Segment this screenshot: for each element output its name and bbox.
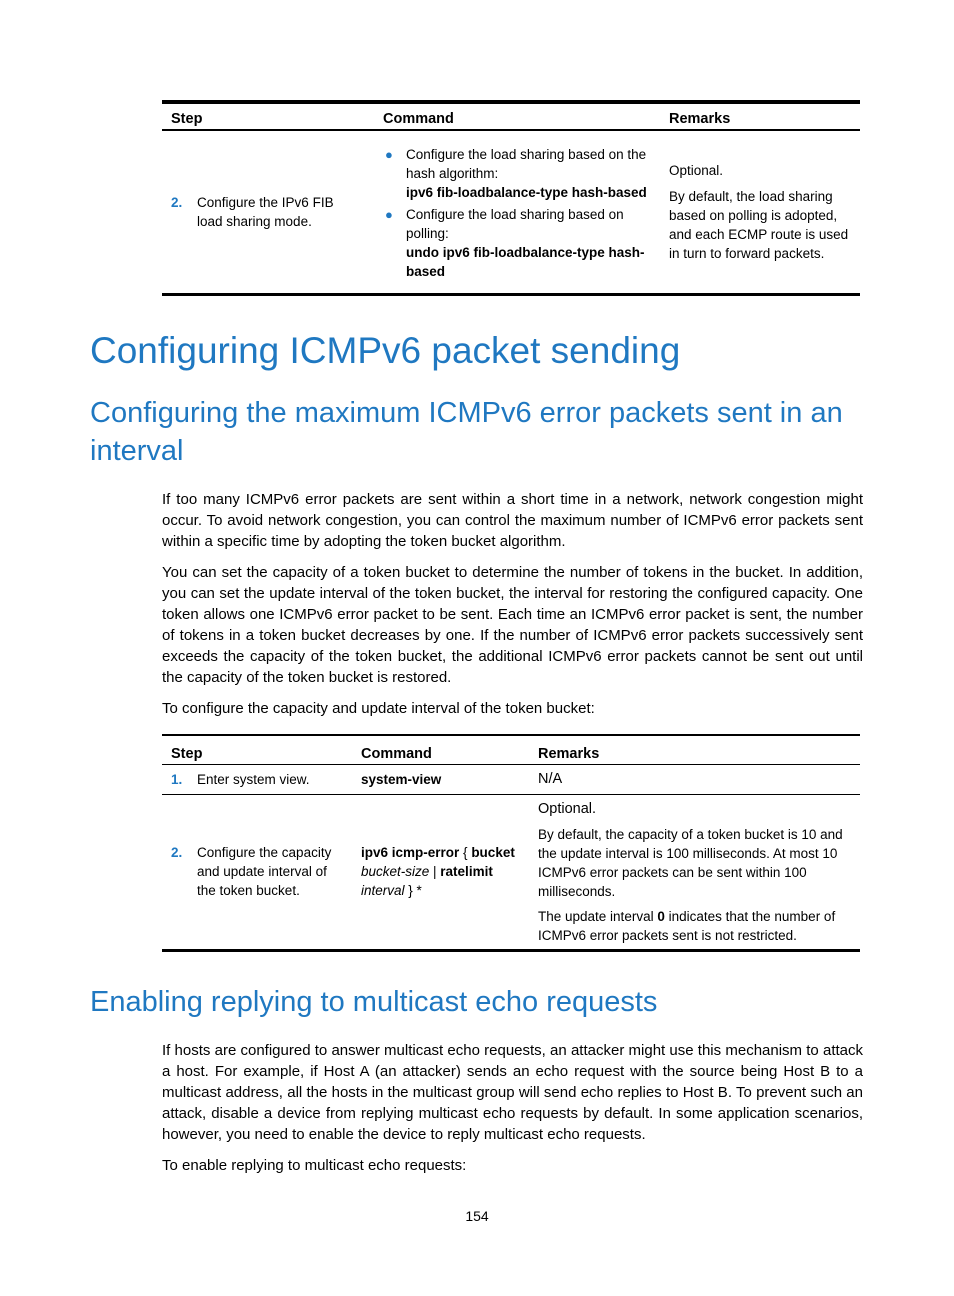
command-separator: | — [429, 864, 441, 879]
page-number: 154 — [465, 1208, 489, 1224]
body-paragraph: To enable replying to multicast echo requests: — [162, 1157, 467, 1174]
remark-text: N/A — [538, 770, 563, 787]
body-paragraph: You can set the capacity of a token bucket to determine the number of tokens in the bucket. In addition, you can set the update interval of the token bucket, the interval for restoring the configured capacity. One token allows one ICMPv6 error packet to be sent. Each time an ICMPv6 error packet is sent, the number of tokens in a token bucket decreases by one. If the number of ICMPv6 error packets successively sent exceeds the capacity of the token bucket, the additional ICMPv6 error packets cannot be sent out until the capacity of the token bucket is restored. — [162, 564, 863, 686]
step-cell — [162, 130, 374, 294]
command-keyword: ratelimit — [440, 864, 493, 879]
list-item — [383, 145, 660, 202]
command-keyword: ipv6 icmp-error — [361, 845, 460, 860]
command-text: system-view — [361, 771, 442, 787]
remarks-cell — [529, 794, 860, 950]
body-paragraph: If hosts are configured to answer multicast echo requests, an attacker might use this mechanism to attack a host. For example, if Host A (an attacker) sends an echo request with the source being Host B to a multicast address, all the hosts in the multicast group will send echo replies to Host B. To prevent such an attack, disable a device from replying multicast echo requests by default. In some application scenarios, however, you need to enable the device to reply multicast echo requests. — [162, 1042, 863, 1143]
command-brace: { — [459, 845, 472, 860]
step-number: 1. — [171, 771, 183, 787]
command-cell — [352, 764, 529, 794]
command-text: undo ipv6 fib-loadbalance-type hash-based — [406, 244, 645, 279]
header-remarks: Remarks — [538, 745, 600, 762]
command-keyword: bucket — [471, 845, 515, 860]
command-text: ipv6 fib-loadbalance-type hash-based — [406, 184, 647, 200]
header-remarks: Remarks — [669, 111, 731, 127]
step-cell — [162, 794, 352, 950]
list-item — [383, 205, 660, 281]
remark-text: By default, the capacity of a token bucket is 10 and the update interval is 100 milliseconds. At most 10 ICMPv6 error packets can be sent within 100 milliseconds. — [538, 827, 843, 899]
remarks-cell — [529, 764, 860, 794]
bullet-text: Configure the load sharing based on the hash algorithm: — [406, 146, 647, 181]
header-command: Command — [383, 111, 454, 127]
step-text: Configure the capacity and update interval of the token bucket. — [197, 845, 332, 898]
remark-text: Optional. — [669, 162, 724, 178]
step-cell — [162, 764, 352, 794]
header-step: Step — [171, 111, 203, 127]
body-paragraph: If too many ICMPv6 error packets are sent within a short time in a network, network congestion might occur. To avoid network congestion, you can control the maximum number of ICMPv6 error packets sent within a specific time by adopting the token bucket algorithm. — [162, 491, 863, 550]
bullet-text: Configure the load sharing based on polling: — [406, 206, 624, 241]
command-cell — [374, 130, 660, 294]
command-list — [383, 145, 660, 281]
bullet-icon: ● — [385, 146, 393, 162]
header-command: Command — [361, 745, 432, 762]
command-brace: } * — [404, 883, 422, 898]
step-number: 2. — [171, 194, 183, 210]
remark-text: By default, the load sharing based on polling is adopted, and each ECMP route is used in turn to forward packets. — [669, 188, 849, 261]
remark-text: Optional. — [538, 801, 597, 817]
header-step: Step — [171, 745, 203, 762]
step-text: Enter system view. — [197, 771, 310, 787]
remarks-cell — [660, 130, 860, 294]
token-bucket-table — [162, 734, 860, 952]
step-text: Configure the IPv6 FIB load sharing mode. — [197, 194, 334, 229]
step-number: 2. — [171, 845, 183, 860]
section-heading: Configuring the maximum ICMPv6 error packets sent in an interval — [90, 397, 843, 467]
table-row — [162, 794, 860, 950]
command-cell — [352, 794, 529, 950]
section-heading: Enabling replying to multicast echo requests — [90, 986, 658, 1018]
command-argument: interval — [361, 883, 405, 898]
remark-text: The update interval 0 indicates that the number of ICMPv6 error packets sent is not restricted. — [538, 909, 836, 943]
page-title: Configuring ICMPv6 packet sending — [90, 330, 681, 371]
body-paragraph: To configure the capacity and update interval of the token bucket: — [162, 700, 595, 717]
load-sharing-table — [162, 100, 860, 296]
table-row — [162, 764, 860, 794]
bullet-icon: ● — [385, 206, 393, 222]
command-argument: bucket-size — [361, 864, 430, 879]
table-row — [162, 130, 860, 294]
